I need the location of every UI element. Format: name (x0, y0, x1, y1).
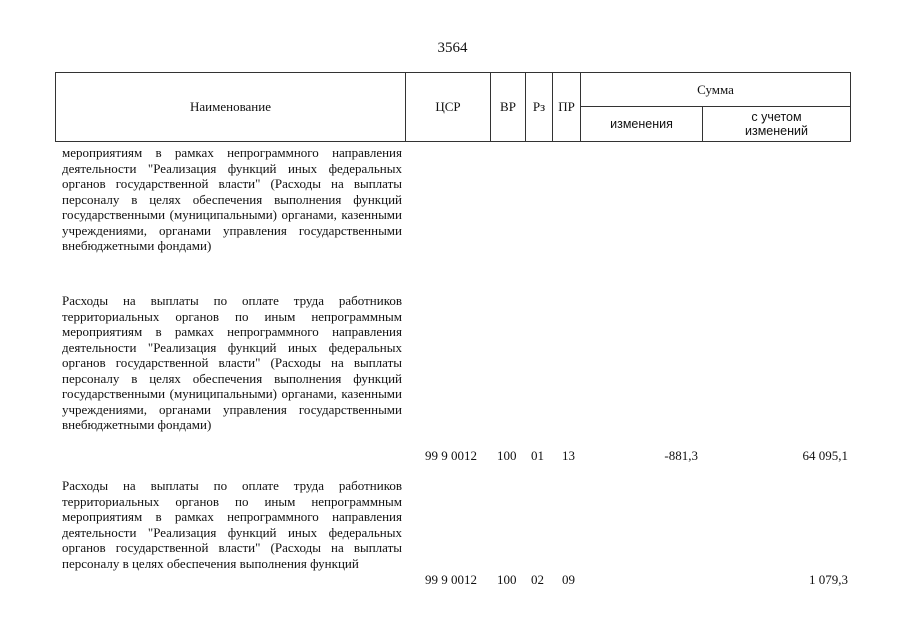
table-row-pr: 13 (562, 448, 575, 463)
header-with-change: с учетом изменений (745, 110, 808, 138)
header-change: изменения (610, 117, 673, 131)
header-name: Наименование (190, 99, 271, 114)
header-rz: Рз (532, 99, 546, 114)
table-row-pr: 09 (562, 572, 575, 587)
header-sum: Сумма (697, 81, 734, 97)
table-row-vr: 100 (497, 448, 517, 463)
table-row-name: Расходы на выплаты по оплате труда работников территориальных органов по иным непрограммным мероприятиям в рамках непрограммного направления деятельности "Реализация функций иных федеральных органов государственной власти" (Расходы на выплаты персоналу в целях обеспечения выполнения функций государственными (муниципальными) органами, казенными учреждениями, органами управления государственными внебюджетными фондами) (62, 293, 402, 432)
header-bottom-border (55, 141, 851, 142)
table-row-csr: 99 9 0012 (425, 572, 477, 587)
table-row-change: -881,3 (664, 448, 698, 463)
table-row-rz: 02 (531, 572, 544, 587)
header-csr: ЦСР (435, 99, 461, 114)
table-row-csr: 99 9 0012 (425, 448, 477, 463)
table-header (55, 72, 851, 142)
table-row-name: Расходы на выплаты по оплате труда работников территориальных органов по иным непрограммным мероприятиям в рамках непрограммного направления деятельности "Реализация функций иных федеральных органов государственной власти" (Расходы на выплаты персоналу в целях обеспечения выполнения функций (62, 478, 402, 571)
page-number: 3564 (437, 40, 468, 56)
table-row-vr: 100 (497, 572, 517, 587)
table-row-with-change: 64 095,1 (802, 448, 848, 463)
header-vr: ВР (500, 99, 516, 114)
table-row-name: мероприятиям в рамках непрограммного направления деятельности "Реализация функций иных федеральных органов государственной власти" (Расходы на выплаты персоналу в целях обеспечения выполнения функций государственными (муниципальными) органами, казенными учреждениями, органами управления государственными внебюджетными фондами) (62, 145, 402, 253)
header-right-border (850, 72, 851, 142)
table-row-with-change: 1 079,3 (809, 572, 848, 587)
header-pr: ПР (558, 99, 575, 114)
table-row-rz: 01 (531, 448, 544, 463)
